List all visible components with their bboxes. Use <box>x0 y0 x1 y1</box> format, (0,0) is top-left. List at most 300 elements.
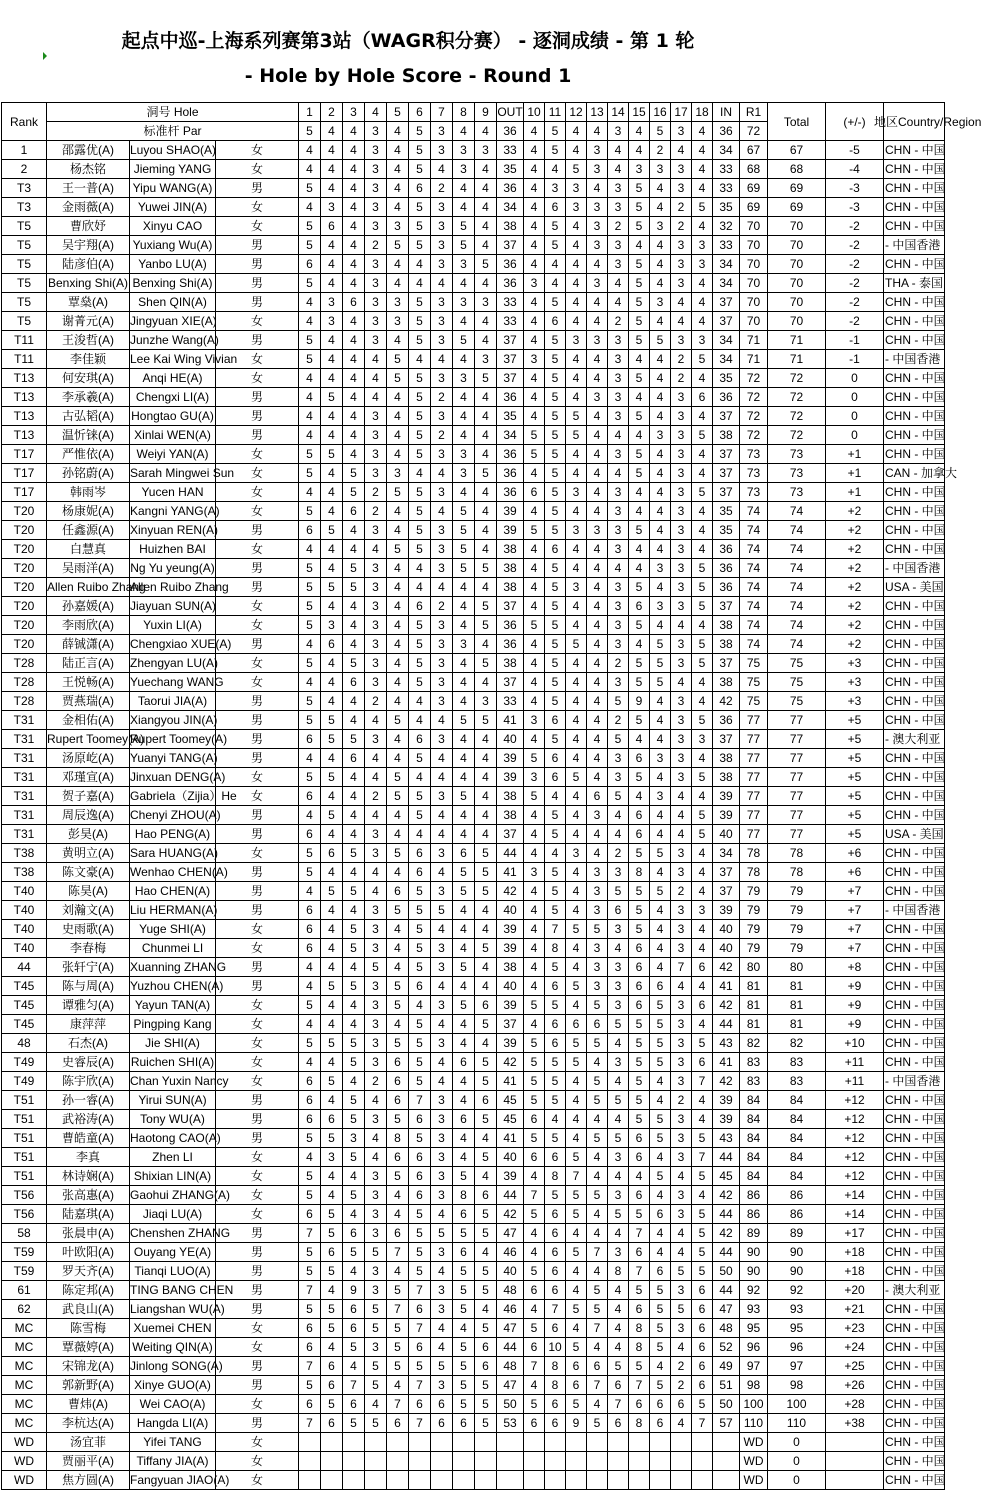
hole-score-cell: 4 <box>671 1224 692 1243</box>
hole-score-cell: 8 <box>629 1414 650 1433</box>
hole-score-cell: 6 <box>431 1414 453 1433</box>
hole-score-cell: 34 <box>497 426 524 445</box>
hole-score-cell: 4 <box>321 141 343 160</box>
hole-score-cell: 4 <box>343 217 365 236</box>
hole-score-cell: 4 <box>475 502 497 521</box>
country-cell: - 中国香港 <box>884 559 945 578</box>
rank-cell: T51 <box>2 1148 47 1167</box>
hole-score-cell: 4 <box>343 407 365 426</box>
hole-score-cell: 39 <box>713 901 740 920</box>
hole-score-cell: 4 <box>629 426 650 445</box>
hole-score-cell: 4 <box>475 312 497 331</box>
hole-score-cell: 5 <box>409 901 431 920</box>
hole-score-cell: 4 <box>524 654 545 673</box>
hole-score-cell: 5 <box>453 1167 475 1186</box>
hole-score-cell: 5 <box>566 426 587 445</box>
hole-score-cell <box>387 1433 409 1452</box>
name-cn-cell: 杨杰铭 <box>47 160 130 179</box>
hole-score-cell: 4 <box>321 996 343 1015</box>
name-cn-cell: 曹炜(A) <box>47 1395 130 1414</box>
hole-score-cell: 4 <box>524 388 545 407</box>
hole-score-cell: 3 <box>365 198 387 217</box>
hole-score-cell: 4 <box>692 540 713 559</box>
hole-score-cell: 4 <box>587 635 608 654</box>
total-cell: 73 <box>768 445 826 464</box>
hole-score-cell: 4 <box>299 1148 321 1167</box>
hole-score-cell: 8 <box>629 1319 650 1338</box>
hole-score-cell: 6 <box>629 825 650 844</box>
hole-score-cell: 36 <box>713 578 740 597</box>
table-row <box>2 255 945 274</box>
hole-score-cell: 4 <box>692 863 713 882</box>
hole-score-cell: 3 <box>431 616 453 635</box>
name-cn-cell: 石杰(A) <box>47 1034 130 1053</box>
rank-cell: T20 <box>2 559 47 578</box>
hole-score-cell <box>587 1471 608 1490</box>
name-en-cell: Jieming YANG <box>130 160 216 179</box>
hole-score-cell: 7 <box>387 1243 409 1262</box>
hole-score-cell <box>431 1452 453 1471</box>
hole-score-cell: 5 <box>545 350 566 369</box>
hole-score-cell: 3 <box>365 996 387 1015</box>
hole-score-cell: 6 <box>524 1148 545 1167</box>
hole-score-cell: 4 <box>387 160 409 179</box>
hole-score-cell: 4 <box>566 445 587 464</box>
hole-score-cell: 4 <box>475 331 497 350</box>
gender-cell: 女 <box>216 1034 299 1053</box>
hole-score-cell: 4 <box>692 844 713 863</box>
name-en-cell: Chengxi LI(A) <box>130 388 216 407</box>
hole-score-cell: 5 <box>453 996 475 1015</box>
hole-score-cell: 4 <box>650 730 671 749</box>
hole-score-cell: 6 <box>299 255 321 274</box>
hole-score-cell: 4 <box>692 445 713 464</box>
hole-score-cell: 4 <box>299 426 321 445</box>
hole-score-cell: 5 <box>650 1338 671 1357</box>
rank-cell: T20 <box>2 540 47 559</box>
total-cell: 74 <box>768 635 826 654</box>
hole-score-cell: 8 <box>629 1338 650 1357</box>
hole-score-cell: 4 <box>608 160 629 179</box>
hole-score-cell: 5 <box>343 1091 365 1110</box>
hole-score-cell: 7 <box>299 1357 321 1376</box>
hole-score-cell: 4 <box>431 350 453 369</box>
gender-cell: 女 <box>216 1395 299 1414</box>
hole-score-cell: 4 <box>343 1015 365 1034</box>
hole-score-cell: 7 <box>545 920 566 939</box>
hole-score-cell: 5 <box>587 1072 608 1091</box>
hole-score-cell: 5 <box>387 540 409 559</box>
hole-score-cell: 4 <box>453 825 475 844</box>
hole-score-cell: 5 <box>545 369 566 388</box>
hole-score-cell: 42 <box>497 1053 524 1072</box>
rank-cell: T51 <box>2 1110 47 1129</box>
hole-score-cell: 5 <box>409 1034 431 1053</box>
hole-score-cell: 3 <box>608 540 629 559</box>
total-cell: 82 <box>768 1034 826 1053</box>
rank-cell: T20 <box>2 597 47 616</box>
hole-score-cell: 5 <box>299 844 321 863</box>
hole-score-cell: 5 <box>299 179 321 198</box>
hole-score-cell: 37 <box>713 483 740 502</box>
to-par-cell: -2 <box>826 274 884 293</box>
hole-score-cell: 4 <box>566 1091 587 1110</box>
name-en-cell: Xinyuan REN(A) <box>130 521 216 540</box>
rank-cell: T59 <box>2 1243 47 1262</box>
hole-score-cell: 5 <box>299 692 321 711</box>
hole-score-cell: 5 <box>409 1015 431 1034</box>
hole-score-cell: 2 <box>671 882 692 901</box>
hole-score-cell: 7 <box>299 1224 321 1243</box>
table-row <box>2 1338 945 1357</box>
hole-score-cell: 6 <box>299 901 321 920</box>
hole-score-cell: 5 <box>629 179 650 198</box>
hole-score-cell: 4 <box>409 578 431 597</box>
name-en-cell: Weiting QIN(A) <box>130 1338 216 1357</box>
hole-score-cell: 8 <box>608 1262 629 1281</box>
hole-score-cell: 5 <box>650 1015 671 1034</box>
hole-score-cell: 40 <box>497 901 524 920</box>
total-cell: 89 <box>768 1224 826 1243</box>
hole-score-cell: 4 <box>587 711 608 730</box>
header-hole-2: 2 <box>321 103 343 122</box>
hole-score-cell: 6 <box>650 1414 671 1433</box>
name-cn-cell: 李杭达(A) <box>47 1414 130 1433</box>
r1-score-cell: 70 <box>740 312 768 331</box>
r1-score-cell: 84 <box>740 1167 768 1186</box>
hole-score-cell: 6 <box>692 1053 713 1072</box>
hole-score-cell: 3 <box>365 407 387 426</box>
hole-score-cell: 4 <box>475 825 497 844</box>
hole-score-cell: 5 <box>475 1262 497 1281</box>
header-hole-16: 16 <box>650 103 671 122</box>
name-en-cell: Ng Yu yeung(A) <box>130 559 216 578</box>
to-par-cell: 0 <box>826 388 884 407</box>
hole-score-cell: 6 <box>545 1414 566 1433</box>
r1-score-cell: 72 <box>740 388 768 407</box>
hole-score-cell: 4 <box>387 521 409 540</box>
hole-score-cell: 5 <box>608 787 629 806</box>
hole-score-cell: 3 <box>671 1281 692 1300</box>
name-cn-cell: 古弘韬(A) <box>47 407 130 426</box>
rank-cell: 61 <box>2 1281 47 1300</box>
hole-score-cell: 42 <box>713 1224 740 1243</box>
rank-cell: T28 <box>2 673 47 692</box>
table-row <box>2 863 945 882</box>
hole-score-cell: 4 <box>587 616 608 635</box>
total-cell: 77 <box>768 768 826 787</box>
hole-score-cell: 38 <box>497 787 524 806</box>
hole-score-cell: 5 <box>475 711 497 730</box>
hole-score-cell: 4 <box>629 730 650 749</box>
hole-score-cell: 4 <box>321 1091 343 1110</box>
hole-score-cell: 4 <box>650 1243 671 1262</box>
to-par-cell: -3 <box>826 179 884 198</box>
rank-cell: T20 <box>2 616 47 635</box>
total-cell: 77 <box>768 806 826 825</box>
name-en-cell: Hao PENG(A) <box>130 825 216 844</box>
to-par-cell: -2 <box>826 312 884 331</box>
hole-score-cell: 4 <box>587 179 608 198</box>
hole-score-cell: 5 <box>629 274 650 293</box>
header-hole-8: 8 <box>453 103 475 122</box>
hole-score-cell: 5 <box>475 844 497 863</box>
hole-score-cell: 4 <box>650 616 671 635</box>
hole-score-cell: 3 <box>321 198 343 217</box>
hole-score-cell: 5 <box>409 882 431 901</box>
hole-score-cell: 4 <box>453 1015 475 1034</box>
hole-score-cell: 6 <box>692 1281 713 1300</box>
hole-score-cell: 5 <box>692 559 713 578</box>
to-par-cell: +25 <box>826 1357 884 1376</box>
hole-score-cell <box>650 1433 671 1452</box>
header-par-8: 4 <box>453 122 475 141</box>
to-par-cell: -1 <box>826 331 884 350</box>
hole-score-cell: 3 <box>608 749 629 768</box>
hole-score-cell: 5 <box>566 1300 587 1319</box>
hole-score-cell: 36 <box>497 464 524 483</box>
hole-score-cell: 5 <box>608 730 629 749</box>
hole-score-cell: 4 <box>475 958 497 977</box>
rank-cell: T31 <box>2 749 47 768</box>
rank-cell: T17 <box>2 464 47 483</box>
hole-score-cell: 6 <box>321 1357 343 1376</box>
hole-score-cell: 5 <box>566 1395 587 1414</box>
to-par-cell: +12 <box>826 1110 884 1129</box>
hole-score-cell: 3 <box>431 1034 453 1053</box>
total-cell: 81 <box>768 977 826 996</box>
rank-cell: T45 <box>2 1015 47 1034</box>
to-par-cell <box>826 1452 884 1471</box>
name-en-cell: Haotong CAO(A) <box>130 1129 216 1148</box>
hole-score-cell: 3 <box>431 540 453 559</box>
hole-score-cell: 4 <box>431 806 453 825</box>
hole-score-cell: 5 <box>321 1262 343 1281</box>
hole-score-cell: 3 <box>671 920 692 939</box>
hole-score-cell: 4 <box>566 1110 587 1129</box>
gender-cell: 男 <box>216 1414 299 1433</box>
hole-score-cell: 4 <box>524 236 545 255</box>
hole-score-cell: 4 <box>608 825 629 844</box>
country-cell: THA - 泰国 <box>884 274 945 293</box>
hole-score-cell: 4 <box>524 141 545 160</box>
r1-score-cell: 73 <box>740 445 768 464</box>
hole-score-cell: 37 <box>713 654 740 673</box>
hole-score-cell: 3 <box>365 426 387 445</box>
hole-score-cell: 3 <box>566 844 587 863</box>
hole-score-cell: 4 <box>587 1338 608 1357</box>
hole-score-cell: 4 <box>321 1015 343 1034</box>
hole-score-cell: 5 <box>475 369 497 388</box>
hole-score-cell: 3 <box>608 369 629 388</box>
hole-score-cell: 4 <box>453 350 475 369</box>
hole-score-cell: 4 <box>299 958 321 977</box>
table-row <box>2 160 945 179</box>
total-cell: 95 <box>768 1319 826 1338</box>
name-en-cell: Benxing Shi(A) <box>130 274 216 293</box>
hole-score-cell: 5 <box>365 1319 387 1338</box>
hole-score-cell: 6 <box>343 1319 365 1338</box>
name-cn-cell: 张高惠(A) <box>47 1186 130 1205</box>
rank-cell: T31 <box>2 787 47 806</box>
r1-score-cell: 84 <box>740 1110 768 1129</box>
hole-score-cell: 4 <box>387 502 409 521</box>
r1-score-cell: 92 <box>740 1281 768 1300</box>
country-cell: CHN - 中国 <box>884 635 945 654</box>
hole-score-cell: 4 <box>566 464 587 483</box>
hole-score-cell: 5 <box>409 293 431 312</box>
hole-score-cell: 4 <box>387 559 409 578</box>
hole-score-cell: 4 <box>692 369 713 388</box>
hole-score-cell: 3 <box>608 1053 629 1072</box>
hole-score-cell: 4 <box>650 958 671 977</box>
hole-score-cell: 6 <box>321 635 343 654</box>
hole-score-cell <box>453 1452 475 1471</box>
to-par-cell: +7 <box>826 901 884 920</box>
hole-score-cell: 4 <box>475 749 497 768</box>
hole-score-cell: 3 <box>587 901 608 920</box>
hole-score-cell <box>387 1452 409 1471</box>
name-en-cell: Taorui JIA(A) <box>130 692 216 711</box>
hole-score-cell: 5 <box>475 1281 497 1300</box>
hole-score-cell: 3 <box>671 1186 692 1205</box>
hole-score-cell: 5 <box>650 1300 671 1319</box>
hole-score-cell: 5 <box>629 1053 650 1072</box>
table-row <box>2 1110 945 1129</box>
hole-score-cell: 5 <box>387 768 409 787</box>
name-en-cell: Tony WU(A) <box>130 1110 216 1129</box>
hole-score-cell: 40 <box>713 825 740 844</box>
hole-score-cell: 4 <box>566 255 587 274</box>
total-cell: 79 <box>768 939 826 958</box>
country-cell: CHN - 中国 <box>884 863 945 882</box>
name-en-cell: Chengxiao XUE(A) <box>130 635 216 654</box>
hole-score-cell: 3 <box>671 711 692 730</box>
name-cn-cell: 陈昊(A) <box>47 882 130 901</box>
hole-score-cell <box>497 1452 524 1471</box>
hole-score-cell: 4 <box>524 217 545 236</box>
country-cell: CHN - 中国 <box>884 958 945 977</box>
country-cell: CHN - 中国 <box>884 502 945 521</box>
rank-cell: T56 <box>2 1186 47 1205</box>
hole-score-cell: 6 <box>692 958 713 977</box>
hole-score-cell: 5 <box>299 1243 321 1262</box>
country-cell: CHN - 中国 <box>884 1129 945 1148</box>
rank-cell: T49 <box>2 1053 47 1072</box>
hole-score-cell: 4 <box>566 806 587 825</box>
hole-score-cell: 3 <box>671 749 692 768</box>
hole-score-cell: 4 <box>524 901 545 920</box>
name-en-cell: Yayun TAN(A) <box>130 996 216 1015</box>
hole-score-cell: 3 <box>431 521 453 540</box>
hole-score-cell: 42 <box>713 1072 740 1091</box>
hole-score-cell: 41 <box>713 977 740 996</box>
rank-cell: 1 <box>2 141 47 160</box>
hole-score-cell: 5 <box>545 806 566 825</box>
r1-score-cell: 77 <box>740 711 768 730</box>
name-en-cell: Jinxuan DENG(A) <box>130 768 216 787</box>
header-hole-in: IN <box>713 103 740 122</box>
hole-score-cell: 3 <box>692 331 713 350</box>
hole-score-cell: 3 <box>650 597 671 616</box>
r1-score-cell: 74 <box>740 559 768 578</box>
country-cell: CHN - 中国 <box>884 768 945 787</box>
hole-score-cell: 5 <box>453 958 475 977</box>
rank-cell: T5 <box>2 255 47 274</box>
hole-score-cell: 5 <box>629 1110 650 1129</box>
name-cn-cell: 邵露优(A) <box>47 141 130 160</box>
hole-score-cell: 3 <box>365 1034 387 1053</box>
hole-score-cell: 3 <box>321 312 343 331</box>
name-cn-cell: 金雨薇(A) <box>47 198 130 217</box>
hole-score-cell: 4 <box>343 825 365 844</box>
name-cn-cell: 覃燊(A) <box>47 293 130 312</box>
hole-score-cell: 8 <box>545 1357 566 1376</box>
hole-score-cell: 5 <box>299 502 321 521</box>
hole-score-cell: 4 <box>453 730 475 749</box>
r1-score-cell: 75 <box>740 673 768 692</box>
total-cell: 71 <box>768 350 826 369</box>
hole-score-cell: 3 <box>608 255 629 274</box>
hole-score-cell: 3 <box>431 996 453 1015</box>
hole-score-cell: 3 <box>431 787 453 806</box>
hole-score-cell: 5 <box>299 1034 321 1053</box>
hole-score-cell: 3 <box>608 502 629 521</box>
country-cell: CHN - 中国 <box>884 293 945 312</box>
hole-score-cell: 4 <box>453 749 475 768</box>
hole-score-cell: 5 <box>524 1091 545 1110</box>
hole-score-cell: 5 <box>650 1053 671 1072</box>
hole-score-cell: 4 <box>671 1167 692 1186</box>
name-en-cell: Yuanyi TANG(A) <box>130 749 216 768</box>
hole-score-cell: 3 <box>587 217 608 236</box>
hole-score-cell: 4 <box>299 369 321 388</box>
country-cell: - 中国香港 <box>884 350 945 369</box>
hole-score-cell: 6 <box>629 806 650 825</box>
hole-score-cell: 4 <box>524 635 545 654</box>
to-par-cell <box>826 1471 884 1490</box>
hole-score-cell: 40 <box>497 1148 524 1167</box>
hole-score-cell: 6 <box>587 1015 608 1034</box>
hole-score-cell: 5 <box>650 1319 671 1338</box>
hole-score-cell: 5 <box>453 1224 475 1243</box>
hole-score-cell: 4 <box>431 825 453 844</box>
hole-score-cell: 5 <box>692 1205 713 1224</box>
rank-cell: T40 <box>2 920 47 939</box>
hole-score-cell: 3 <box>608 331 629 350</box>
hole-score-cell: 34 <box>713 844 740 863</box>
hole-score-cell: 4 <box>453 198 475 217</box>
hole-score-cell: 5 <box>321 806 343 825</box>
hole-score-cell: 6 <box>299 787 321 806</box>
hole-score-cell: 39 <box>497 502 524 521</box>
hole-score-cell: 5 <box>453 1376 475 1395</box>
hole-score-cell: 5 <box>409 369 431 388</box>
hole-score-cell: 5 <box>608 1091 629 1110</box>
hole-score-cell: 6 <box>387 1414 409 1433</box>
hole-score-cell <box>608 1471 629 1490</box>
hole-score-cell: 5 <box>629 578 650 597</box>
name-en-cell: Gaohui ZHANG(A) <box>130 1186 216 1205</box>
country-cell: CHN - 中国 <box>884 331 945 350</box>
header-hole-11: 11 <box>545 103 566 122</box>
header-total: Total <box>768 103 826 141</box>
name-cn-cell: 贺子嘉(A) <box>47 787 130 806</box>
hole-score-cell <box>692 1433 713 1452</box>
hole-score-cell: 3 <box>608 198 629 217</box>
hole-score-cell: 7 <box>671 958 692 977</box>
hole-score-cell: 2 <box>608 654 629 673</box>
